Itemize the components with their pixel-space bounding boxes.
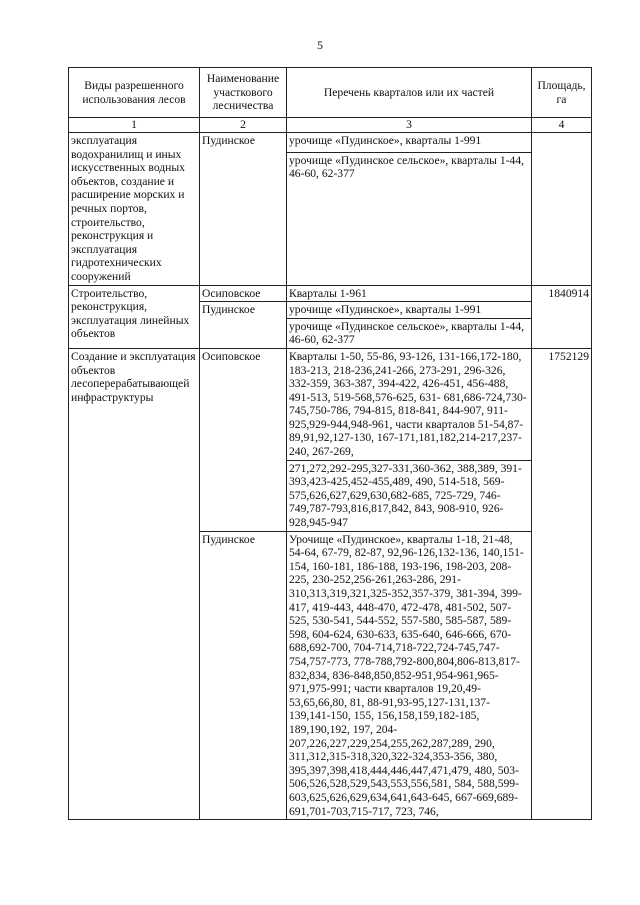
- header-district: Наименование участкового лесничества: [200, 68, 287, 118]
- column-number-row: [69, 118, 592, 133]
- area-cell: 1752129: [532, 348, 592, 819]
- column-number: 1: [69, 118, 200, 133]
- use-type-cell: Создание и эксплуатация объектов лесоперерабатывающей инфраструктуры: [69, 348, 200, 819]
- table-row: [69, 285, 592, 302]
- quarters-cell: урочище «Пудинское сельское», кварталы 1-44, 46-60, 62-377: [287, 318, 532, 348]
- quarters-cell: урочище «Пудинское», кварталы 1-991: [287, 302, 532, 319]
- district-cell: Осиповское: [200, 285, 287, 302]
- area-cell: 1840914: [532, 285, 592, 348]
- table-row: [69, 133, 592, 153]
- district-cell: Пудинское: [200, 133, 287, 286]
- header-quarters: Перечень кварталов или их частей: [287, 68, 532, 118]
- column-number: 4: [532, 118, 592, 133]
- column-number: 3: [287, 118, 532, 133]
- quarters-cell: Урочище «Пудинское», кварталы 1-18, 21-48, 54-64, 67-79, 82-87, 92,96-126,132-136, 140,151-154, 160-181, 186-188, 193-196, 198-203, 208-225, 230-252,256-261,263-286, 291-310,313,319,321,325-352,357-379, 381-394, 399-417, 419-443, 448-470, 472-478, 481-502, 507-525, 530-541, 544-552, 557-580, 585-587, 589-598, 604-624, 630-633, 635-640, 646-666, 670-688,692-700, 704-714,718-722,724-745,747-754,757-773, 778-788,792-800,804,806-813,817-832,834, 836-848,850,852-951,954-961,965-971,975-991; части кварталов 19,20,49-53,65,66,80, 81, 88-91,93-95,127-131,137-139,141-150, 155, 156,158,159,182-185, 189,190,192, 197, 204-207,226,227,229,254,255,262,287,289, 290, 311,312,315-318,320,322-324,353-356, 380, 395,397,398,418,444,446,447,471,479, 480, 503-506,526,528,529,543,553,556,581, 584, 588,599-603,625,626,629,634,641,643-645, 667-669,689-691,701-703,715-717, 723, 746,: [287, 531, 532, 819]
- district-cell: Пудинское: [200, 531, 287, 819]
- forest-use-table: [68, 67, 592, 820]
- quarters-cell: Кварталы 1-50, 55-86, 93-126, 131-166,172-180, 183-213, 218-236,241-266, 273-291, 296-326, 332-359, 363-387, 394-422, 426-451, 456-488, 491-513, 519-568,576-625, 631- 681,686-724,730-745,750-786, 794-815, 818-841, 844-907, 911-925,929-944,948-961, части кварталов 51-54,87-89,91,92,127-130, 167-171,181,182,214-217,237-240, 267-269,: [287, 348, 532, 460]
- quarters-cell: урочище «Пудинское сельское», кварталы 1-44, 46-60, 62-377: [287, 152, 532, 285]
- page-number: 5: [317, 38, 323, 52]
- use-type-cell: Строительство, реконструкция, эксплуатация линейных объектов: [69, 285, 200, 348]
- header-area: Площадь, га: [532, 68, 592, 118]
- district-cell: Осиповское: [200, 348, 287, 531]
- table-row: [69, 348, 592, 460]
- column-number: 2: [200, 118, 287, 133]
- header-use-type: Виды разрешенного использования лесов: [69, 68, 200, 118]
- quarters-cell: урочище «Пудинское», кварталы 1-991: [287, 133, 532, 153]
- area-cell: [532, 133, 592, 286]
- use-type-cell: эксплуатация водохранилищ и иных искусственных водных объектов, создание и расширение морских и речных портов, строительство, реконструкция и эксплуатация гидротехнических сооружений: [69, 133, 200, 286]
- quarters-cell: Кварталы 1-961: [287, 285, 532, 302]
- district-cell: Пудинское: [200, 302, 287, 349]
- quarters-cell: 271,272,292-295,327-331,360-362, 388,389, 391-393,423-425,452-455,489, 490, 514-518, 569-575,626,627,629,630,682-685, 725-729, 746-749,787-793,816,817,842, 843, 908-910, 926-928,945-947: [287, 460, 532, 531]
- table-header-row: [69, 68, 592, 118]
